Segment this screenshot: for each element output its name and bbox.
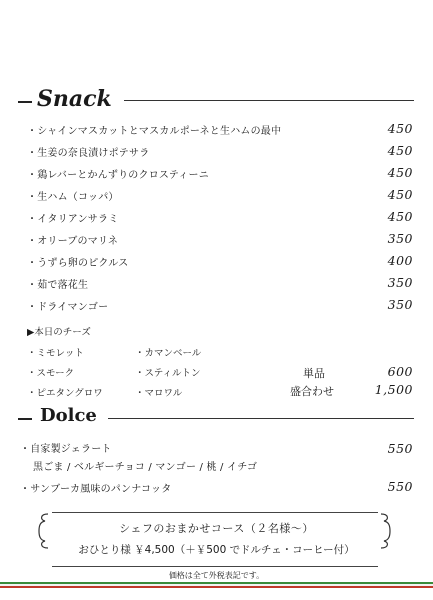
dolce-item-price: 550 bbox=[387, 441, 413, 456]
dolce-heading-rule bbox=[108, 418, 414, 419]
snack-heading-rule bbox=[124, 100, 414, 101]
snack-item-name: ・生姜の奈良漬けポテサラ bbox=[27, 148, 150, 159]
cheese-section-title: ▶本日のチーズ bbox=[27, 327, 91, 338]
snack-item-price: 450 bbox=[387, 209, 413, 224]
snack-item-name: ・ドライマンゴー bbox=[27, 302, 109, 313]
cheese-item: ・カマンベール bbox=[135, 348, 202, 359]
cheese-item: ・マロワル bbox=[135, 388, 183, 399]
cheese-item: ・ミモレット bbox=[27, 348, 84, 359]
snack-item-price: 350 bbox=[387, 231, 413, 246]
dolce-item-price: 550 bbox=[387, 479, 413, 494]
course-title: シェフのおまかせコース（２名様〜） bbox=[119, 522, 314, 535]
snack-heading-dash bbox=[18, 101, 32, 103]
dolce-item-name: ・サンブーカ風味のパンナコッタ bbox=[20, 484, 172, 495]
dolce-item-flavors: 黒ごま / ベルギーチョコ / マンゴー / 桃 / イチゴ bbox=[33, 462, 258, 473]
snack-item-price: 450 bbox=[387, 143, 413, 158]
cheese-item: ・スティルトン bbox=[135, 368, 201, 379]
snack-heading: Snack bbox=[37, 86, 112, 112]
snack-item-name: ・イタリアンサラミ bbox=[27, 214, 119, 225]
cheese-plate-label: 盛合わせ bbox=[290, 385, 334, 398]
snack-item-price: 350 bbox=[387, 297, 413, 312]
snack-item-price: 400 bbox=[387, 253, 413, 268]
course-frame-bottom bbox=[52, 566, 378, 567]
course-price: おひとり様 ￥4,500（＋￥500 でドルチェ・コーヒー付） bbox=[78, 544, 355, 556]
dolce-item-name: ・自家製ジェラート bbox=[20, 444, 112, 455]
snack-item-name: ・生ハム（コッパ） bbox=[27, 192, 119, 203]
snack-item-price: 450 bbox=[387, 165, 413, 180]
snack-item-price: 450 bbox=[387, 121, 413, 136]
cheese-single-price: 600 bbox=[387, 364, 413, 379]
snack-item-name: ・オリーブのマリネ bbox=[27, 236, 119, 247]
snack-item-price: 450 bbox=[387, 187, 413, 202]
snack-item-name: ・うずら卵のピクルス bbox=[27, 258, 129, 269]
course-frame-top bbox=[52, 512, 378, 513]
cheese-plate-price: 1,500 bbox=[374, 382, 413, 397]
tax-note: 価格は全て外税表記です。 bbox=[168, 571, 265, 580]
cheese-single-label: 単品 bbox=[303, 367, 325, 380]
snack-item-price: 350 bbox=[387, 275, 413, 290]
dolce-heading-dash bbox=[18, 418, 32, 420]
snack-item-name: ・茹で落花生 bbox=[27, 280, 89, 291]
dolce-heading: Dolce bbox=[40, 405, 97, 426]
snack-item-name: ・鶏レバーとかんずりのクロスティーニ bbox=[27, 170, 209, 181]
bottom-stripe-red bbox=[0, 586, 433, 588]
snack-item-name: ・シャインマスカットとマスカルポーネと生ハムの最中 bbox=[27, 126, 282, 137]
cheese-item: ・スモーク bbox=[27, 368, 75, 379]
cheese-item: ・ピエタングロワ bbox=[27, 388, 103, 399]
